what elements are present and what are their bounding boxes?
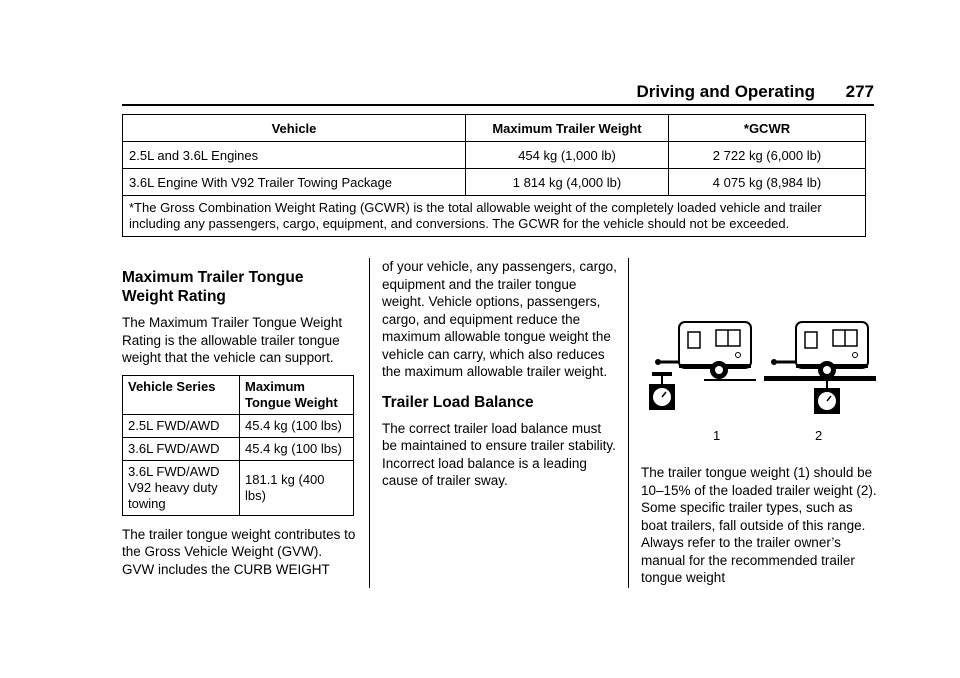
tongue-weight-table [122,375,354,516]
column-middle [382,258,618,498]
column-header: Maximum Trailer Weight [466,115,669,142]
paragraph: The Maximum Trailer Tongue Weight Rating is the allowable trailer tongue weight that the vehicle can support. [122,315,343,365]
table-cell: 181.1 kg (400 lbs) [240,460,354,515]
section-heading: Trailer Load Balance [382,393,534,411]
figure-label-2: 2 [815,428,823,443]
page-number: 277 [845,82,874,101]
table-row [123,460,354,515]
table-cell: 3.6L Engine With V92 Trailer Towing Package [123,169,466,196]
table-cell: 2.5L and 3.6L Engines [123,142,466,169]
column-header: Maximum Tongue Weight [240,375,354,414]
gcwr-footnote: *The Gross Combination Weight Rating (GCWR) is the total allowable weight of the completely loaded vehicle and trailer including any passengers, cargo, equipment, and conversions. The GCWR for the vehicle should not be exceeded. [123,196,866,237]
scale-icon [814,381,840,414]
header-rule [122,104,874,106]
table-row [123,437,354,460]
table-cell: 1 814 kg (4,000 lb) [466,169,669,196]
paragraph: The trailer tongue weight contributes to the Gross Vehicle Weight (GVW). GVW includes the CURB WEIGHT [122,526,356,577]
table-cell: 45.4 kg (100 lbs) [240,437,354,460]
table-row [123,169,866,196]
paragraph: of your vehicle, any passengers, cargo, equipment and the trailer tongue weight. Vehicle options, passengers, cargo, and equipment reduce the maximum allowable tongue weight the vehicle can carry, which also reduces the maximum allowable trailer weight. [382,259,617,379]
table-header-row [123,115,866,142]
column-header: Vehicle [123,115,466,142]
table-cell: 2.5L FWD/AWD [123,414,240,437]
table-cell: 2 722 kg (6,000 lb) [669,142,866,169]
scale-icon [649,376,675,410]
table-cell: 3.6L FWD/AWD [123,437,240,460]
column-divider [369,258,370,588]
table-footnote-row [123,196,866,237]
table-cell: 4 075 kg (8,984 lb) [669,169,866,196]
paragraph: The trailer tongue weight (1) should be 10–15% of the loaded trailer weight (2). Some specific trailer types, such as boat trailers, fall outside of this range. Always refer to the trailer owner’s manual for the recommended trailer tongue weight [641,465,877,585]
section-heading: Maximum Trailer Tongue Weight Rating [122,269,304,305]
trailer-icon [652,322,756,380]
paragraph: The correct trailer load balance must be maintained to ensure trailer stability. Incorrect load balance is a leading cause of trailer sway. [382,420,616,488]
trailer-weight-table [122,114,866,237]
table-cell: 454 kg (1,000 lb) [466,142,669,169]
section-title: Driving and Operating [636,82,815,101]
column-header: Vehicle Series [123,375,240,414]
table-cell: 45.4 kg (100 lbs) [240,414,354,437]
column-header: *GCWR [669,115,866,142]
column-divider [628,258,629,588]
trailer-icon [764,322,876,381]
table-cell: 3.6L FWD/AWD V92 heavy duty towing [123,460,240,515]
table-row [123,142,866,169]
figure-label-1: 1 [713,428,721,443]
column-left [122,268,358,586]
column-right [641,464,877,595]
table-row [123,414,354,437]
table-header-row [123,375,354,414]
trailer-load-illustration [646,310,876,450]
